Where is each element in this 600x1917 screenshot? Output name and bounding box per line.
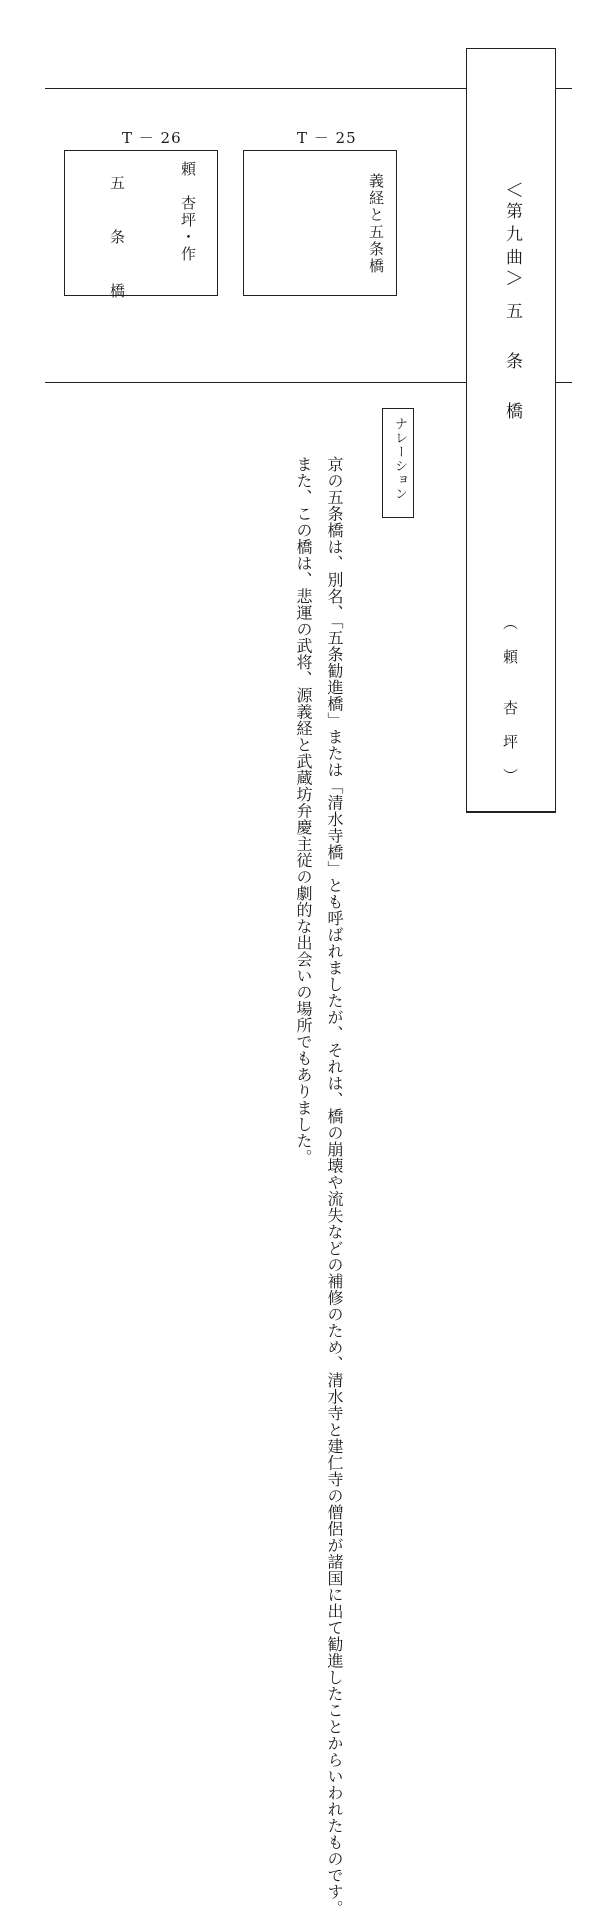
track-title-line: 五 条 橋 [108, 175, 126, 301]
track-label: T － 26 [122, 129, 182, 147]
track-title-line: 義経と五条橋 [367, 173, 385, 275]
middle-rule-right [556, 382, 572, 383]
top-rule [45, 88, 467, 89]
bracket-close: ＞ [502, 268, 524, 287]
narration-paragraph: また、この橋は、悲運の武将、源義経と武蔵坊弁慶主従の劇的な出会いの場所でもありました。 [294, 456, 313, 1166]
top-rule-right [556, 88, 572, 89]
narration-paragraph: 京の五条橋は、別名、「五条勧進橋」または「清水寺橋」とも呼ばれましたが、それは、橋の崩壊や流失などの補修のため、清水寺と建仁寺の僧侶が諸国に出て勧進したことからいわれたものです。 [325, 456, 344, 1917]
program-number: 第九曲 [502, 202, 522, 271]
track-box [243, 150, 397, 296]
middle-rule [45, 382, 467, 383]
track-author-line: 頼 杏坪・作 [179, 161, 197, 263]
program-author: （ 頼 杏 坪 ） [501, 615, 519, 785]
narration-body [118, 456, 350, 1917]
track-box [64, 150, 218, 301]
track-label: T － 25 [297, 129, 357, 147]
bracket-open: ＜ [502, 180, 524, 199]
narration-label-box [382, 408, 414, 518]
program-title: 五 条 橋 [502, 302, 522, 427]
narration-label: ナレーション [392, 417, 407, 501]
